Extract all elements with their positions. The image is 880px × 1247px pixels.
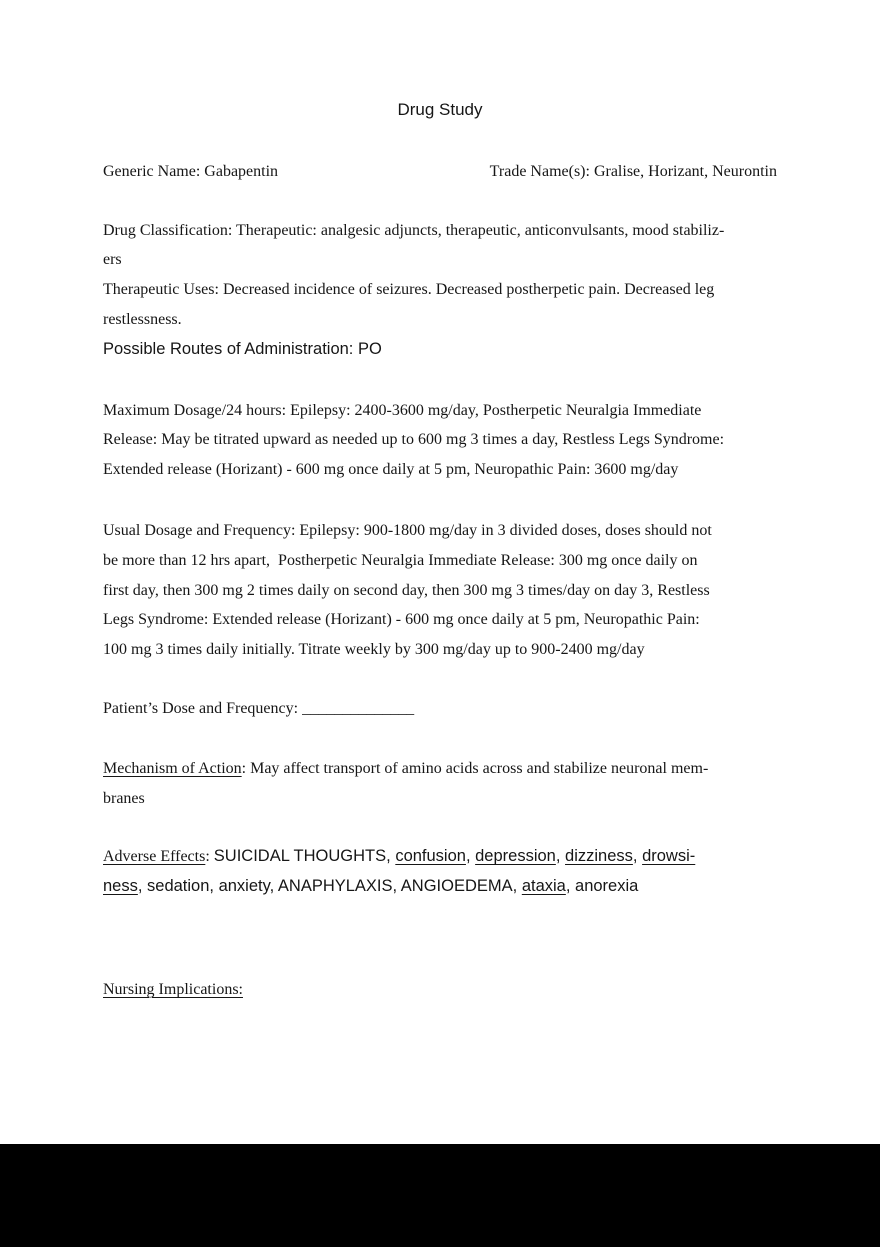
text-run: Mechanism of Action: [103, 759, 242, 777]
text-run: ers: [103, 251, 122, 269]
mechanism-of-action-section: [103, 754, 777, 814]
text-run: first day, then 300 mg 2 times daily on second day, then 300 mg 3 times/day on day 3, Restless: [103, 581, 710, 599]
text-line: [103, 975, 777, 1005]
text-run: ,: [632, 847, 643, 866]
text-run: confusion: [395, 847, 466, 866]
text-run: ness: [103, 877, 138, 896]
text-run: SUICIDAL THOUGHTS,: [213, 847, 396, 866]
text-run: ataxia: [521, 877, 566, 896]
text-run: , anorexia: [565, 877, 639, 896]
text-run: Patient’s Dose and Frequency:: [103, 699, 303, 717]
text-run: Legs Syndrome: Extended release (Horizant) - 600 mg once daily at 5 pm, Neuropathic Pain:: [103, 611, 700, 629]
text-run: restlessness.: [103, 310, 182, 328]
text-line: [103, 784, 777, 814]
viewer-background: [0, 1144, 880, 1247]
text-line: [103, 546, 777, 576]
text-line: [103, 245, 777, 275]
text-run: Extended release (Horizant) - 600 mg once daily at 5 pm, Neuropathic Pain: 3600 mg/day: [103, 461, 679, 479]
text-line: [103, 275, 777, 305]
text-run: Adverse Effects: [103, 848, 206, 866]
drug-classification-section: [103, 216, 777, 365]
text-line: [103, 396, 777, 426]
text-run: ,: [555, 847, 566, 866]
text-line: [103, 694, 777, 724]
text-run: 100 mg 3 times daily initially. Titrate weekly by 300 mg/day up to 900-2400 mg/day: [103, 641, 645, 659]
text-line: [103, 635, 777, 665]
maximum-dosage-section: [103, 396, 777, 485]
text-line: [103, 305, 777, 335]
text-line: [103, 605, 777, 635]
text-line: [103, 216, 777, 246]
trade-name-field: Trade Name(s): Gralise, Horizant, Neurontin: [489, 162, 777, 180]
patient-dose-section: [103, 694, 777, 724]
text-line: [103, 872, 777, 902]
text-run: Therapeutic Uses: Decreased incidence of seizures. Decreased postherpetic pain. Decreased leg: [103, 281, 715, 299]
name-row: [103, 157, 777, 187]
text-run: Drug Classification: Therapeutic: analgesic adjuncts, therapeutic, anticonvulsants, mood stabiliz-: [103, 221, 725, 239]
text-run: dizziness: [565, 847, 633, 866]
text-line: [103, 842, 777, 872]
text-line: [103, 576, 777, 606]
generic-name-field: Generic Name: Gabapentin: [103, 162, 279, 180]
document-title: Drug Study: [397, 100, 483, 119]
text-run: ,: [465, 847, 476, 866]
text-run: branes: [103, 789, 145, 807]
text-run: Possible Routes of Administration: PO: [103, 339, 382, 358]
text-run: Release: May be titrated upward as needed up to 600 mg 3 times a day, Restless Legs Syndrome:: [103, 431, 725, 449]
adverse-effects-section: [103, 842, 777, 902]
text-run: :: [205, 848, 214, 866]
text-run: : May affect transport of amino acids across and stabilize neuronal mem-: [241, 759, 709, 777]
text-run: be more than 12 hrs apart, Postherpetic Neuralgia Immediate Release: 300 mg once daily on: [103, 551, 698, 569]
text-run: drowsi-: [642, 847, 696, 866]
text-run: Maximum Dosage/24 hours: Epilepsy: 2400-3600 mg/day, Postherpetic Neuralgia Immediate: [103, 401, 702, 419]
text-run: Nursing Implications:: [103, 980, 243, 998]
text-line: [103, 455, 777, 485]
usual-dosage-section: [103, 516, 777, 665]
nursing-implications-section: [103, 975, 777, 1005]
dose-frequency-blank: ______________: [302, 699, 415, 717]
text-line: [103, 425, 777, 455]
text-run: Usual Dosage and Frequency: Epilepsy: 900-1800 mg/day in 3 divided doses, doses should not: [103, 521, 712, 539]
text-line: [103, 516, 777, 546]
text-run: depression: [475, 847, 556, 866]
text-run: , sedation, anxiety, ANAPHYLAXIS, ANGIOEDEMA,: [137, 877, 522, 896]
text-line: [103, 754, 777, 784]
text-line: [103, 335, 777, 365]
